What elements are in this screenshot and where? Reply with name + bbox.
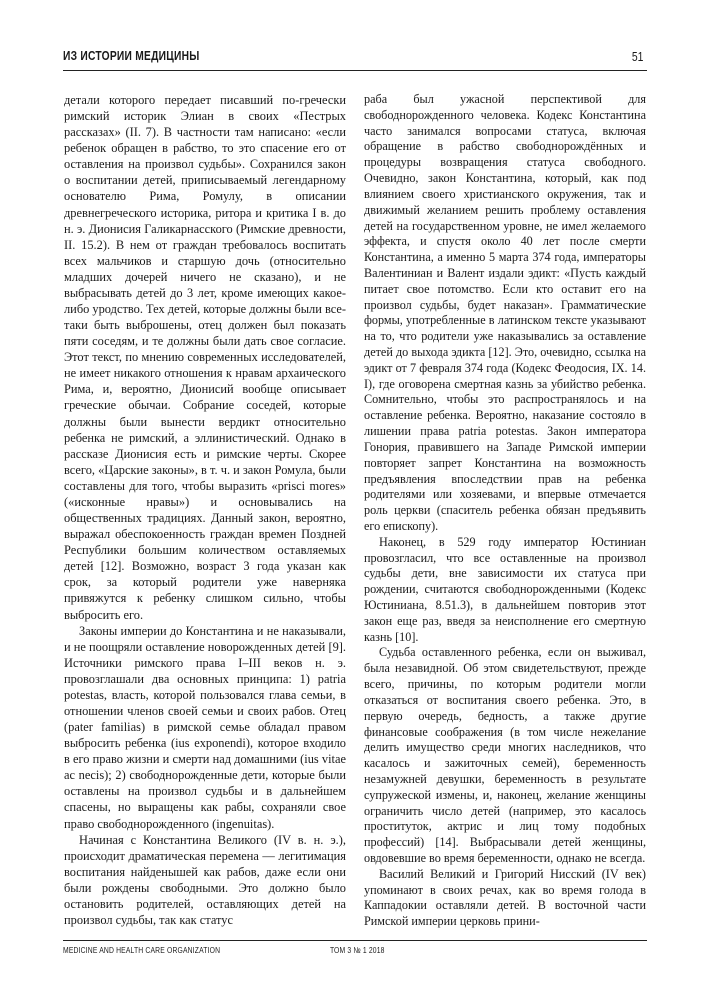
page-number: 51 — [631, 49, 643, 64]
right-column — [364, 92, 646, 930]
paragraph: Василий Великий и Григорий Нисский (IV век) упоминают в своих речах, как во время голода в Каппадокии оставляли детей. В восточной части Римской империи церковь прини- — [364, 866, 646, 929]
paragraph: детали которого передает писавший по-гречески римский историк Элиан в своих «Пестрых рассказах» (II. 7). В частности там написано: «если ребенок обращен в рабство, то это спасение его от оставления на произвол судьбы». Сохранился закон о воспитании детей, приписываемый легендарному основателю Рима, Ромулу, в описании древнегреческого историка, ритора и критика I в. до н. э. Дионисия Галикарнасского (Римские древности, II. 15.2). В нем от граждан требовалось воспитать всех мальчиков и старшую дочь (относительно младших дочерей ничего не сказано), и не выбрасывать детей до 3 лет, кроме имеющих какое-либо уродство. Тех детей, которые должны были все-таки быть выброшены, отец должен был показать пяти соседям, и те должны были дать свое согласие. Этот текст, по мнению современных исследователей, не имеет никакого отношения к нравам архаического Рима, и, вероятно, Дионисий вообще описывает греческие обычаи. Собрание соседей, которые должны были вынести вердикт относительно ребенка не римский, а эллинистический. Однако в рассказе Дионисия есть и римские черты. Скорее всего, «Царские законы», в т. ч. и закон Ромула, были составлены для того, чтобы выразить «prisci mores» («исконные нравы») и основывались на общественных традициях. Данный закон, вероятно, выражал обеспокоенность граждан времен Поздней Республики большим количеством оставляемых детей [12]. Возможно, возраст 3 года указан как срок, за который родители уже наверняка привяжутся к ребенку слишком сильно, чтобы выбросить его. — [64, 93, 347, 622]
paragraph: Судьба оставленного ребенка, если он выживал, была незавидной. Об этом свидетельствуют, прежде всего, причины, по которым родители могли отказаться от воспитания своего ребенка. Это, в первую очередь, бедность, а также другие финансовые соображения (в том числе нежелание делить имущество среди многих наследников, что касалось и зажиточных семей), беременность незамужней девушки, беременность в результате супружеской измены, и, наконец, желание женщины ограничить число детей (например, это касалось проституток, актрис и лиц тому подобных профессий) [14]. Выбрасывали детей женщины, овдовевшие во время беременности, однако не всегда. — [364, 645, 646, 865]
paragraph: Наконец, в 529 году император Юстиниан провозгласил, что все оставленные на произвол судьбы дети, вне зависимости их статуса при рождении, считаются свободнорожденными (Кодекс Юстиниана, 8.51.3), в дальнейшем повторив этот закон еще раз, введя за неисполнение его смертную казнь [10]. — [364, 534, 646, 644]
left-column — [64, 92, 346, 928]
journal-name: MEDICINE AND HEALTH CARE ORGANIZATION — [63, 945, 221, 955]
paragraph: Законы империи до Константина и не наказывали, и не поощряли оставление новорожденных детей [9]. Источники римского права I–III веков н. э. провозглашали два основных принципа: 1) patria potestas, власть, которой пользовался глава семьи, в отношении членов своей семьи и своих рабов. Отец (pater familias) в римской семье обладал правом выбросить ребенка (ius exponendi), которое входило в его право жизни и смерти над домашними (ius vitae ac necis); 2) свободнорожденные дети, которые были оставлены на произвол судьбы и в дальнейшем спасены, но выращены как рабы, сохраняли свое право свободнорожденного (ingenuitas). — [64, 623, 346, 831]
paragraph: раба был ужасной перспективой для свободнорожденного человека. Кодекс Константина часто занимался вопросами статуса, включая обращение в рабство свободнорождённых и процедуры возвращения статуса свободного. Очевидно, закон Константина, который, как под влиянием своего христианского окружения, так и движимый желанием решить проблему оставления детей на государственном уровне, не имел желаемого эффекта, и спустя около 40 лет после смерти Константина, а именно 5 марта 374 года, императоры Валентиниан и Валент издали эдикт: «Пусть каждый питает свое потомство. Если кто оставит его на произвол судьбы, будет наказан». Грамматические формы, употребленные в латинском тексте указывают на то, что родители уже наказывались за оставление детей до выхода эдикта [12]. Это, очевидно, ссылка на эдикт от 7 февраля 374 года (Кодекс Феодосия, IX. 14. I), где оговорена смертная казнь за убийство ребенка. Сомнительно, чтобы это распространялось и на оставление ребенка. Вероятно, наказание состояло в лишении права patria potestas. Закон императора Гонория, правившего на Западе Римской империи повторяет запрет Константина на возможность предъявления впоследствии прав на ребенка родителями или хозяевами, и впервые отмечается роль церкви (спаситель ребенка обязан предъявить его епископу). — [364, 92, 646, 533]
paragraph: Начиная с Константина Великого (IV в. н. э.), происходит драматическая перемена — легитимация воспитания найденышей как рабов, даже если они были рождены свободными. Это должно было остановить родителей, оставляющих детей на произвол судьбы, так как статус — [64, 832, 346, 927]
section-title: ИЗ ИСТОРИИ МЕДИЦИНЫ — [63, 49, 200, 63]
footer-rule — [63, 940, 647, 941]
running-header — [63, 49, 647, 69]
issue-info: ТОМ 3 № 1 2018 — [330, 945, 385, 955]
header-rule — [63, 70, 647, 71]
